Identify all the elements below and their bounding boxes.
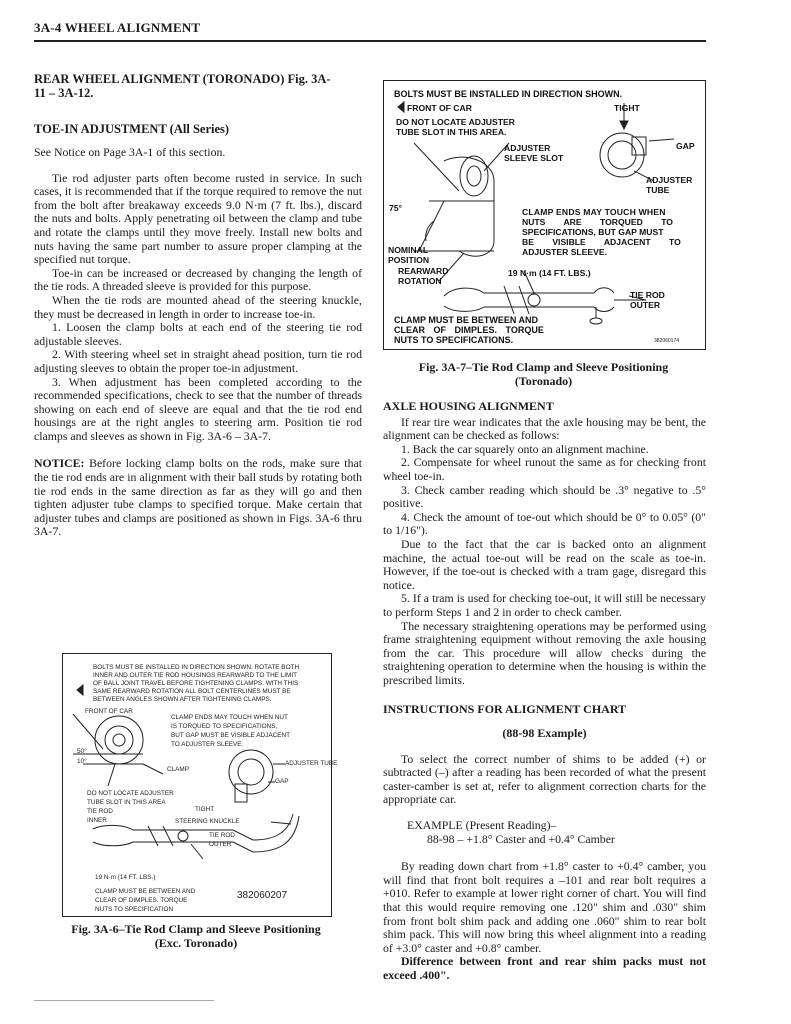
fig2-clamp-note-4: TO ADJUSTER SLEEVE. — [171, 741, 244, 748]
fig2-front-of-car: FRONT OF CAR — [85, 708, 133, 715]
fig2-note-3: OF BALL JOINT TRAVEL BEFORE TIGHTENING CLAMPS. WITH THIS — [93, 680, 299, 687]
fig1-clamp-note-1: CLAMP ENDS MAY TOUCH WHEN — [522, 207, 666, 217]
fig2-do-not-locate-2: TUBE SLOT IN THIS AREA — [87, 799, 166, 806]
fig2-tie-rod-outer-1: TIE ROD — [209, 832, 235, 839]
fig1-caption-line-1: Fig. 3A-7–Tie Rod Clamp and Sleeve Positioning — [418, 360, 669, 374]
chart-para-3: Difference between front and rear shim packs must not exceed .400". — [383, 954, 706, 982]
fig2-steering-knuckle: STEERING KNUCKLE — [175, 818, 240, 825]
step-1: 1. Loosen the clamp bolts at each end of the steering tie rod adjustable sleeves. — [34, 320, 362, 348]
fig1-front-of-car: FRONT OF CAR — [407, 103, 472, 113]
axle-step-1: 1. Back the car squarely onto an alignment machine. — [401, 441, 649, 456]
fig1-clamp-between-3: NUTS TO SPECIFICATIONS. — [394, 335, 514, 345]
figure-3a-7-caption — [383, 360, 704, 388]
fig2-angle-10: 10° — [77, 758, 87, 765]
chart-para-1: To select the correct number of shims to be added (+) or subtracted (–) after a reading has been recorded of what the present caster-camber is set at, refer to alignment correction charts for the appropriate car. — [383, 751, 706, 807]
step-2: 2. With steering wheel set in straight ahead position, turn tie rod adjusting sleeves to obtain the proper toe-in adjustment. — [34, 347, 362, 375]
fig2-adjuster-tube: ADJUSTER TUBE — [285, 760, 338, 767]
fig1-clamp-between-1: CLAMP MUST BE BETWEEN AND — [394, 315, 538, 325]
fig1-do-not-locate-1: DO NOT LOCATE ADJUSTER — [396, 117, 515, 127]
fig1-angle: 75° — [389, 203, 402, 213]
fig2-note-2: INNER AND OUTER TIE ROD HOUSINGS REARWARD TO THE LIMIT — [93, 672, 298, 679]
fig2-gap: GAP — [275, 778, 289, 785]
alignment-chart-subheading: (88-98 Example) — [502, 726, 587, 741]
fig1-caption-line-2: (Toronado) — [514, 374, 573, 388]
rear-wheel-heading: REAR WHEEL ALIGNMENT (TORONADO) Fig. 3A-11 – 3A-12. — [34, 72, 331, 100]
fig1-nominal-2: POSITION — [388, 255, 430, 265]
axle-step-3: 3. Check camber reading which should be .3° negative to .5° positive. — [383, 482, 706, 511]
header-rule — [34, 40, 706, 42]
fig1-adjuster-sleeve-slot-1: ADJUSTER — [504, 143, 551, 153]
alignment-chart-heading: INSTRUCTIONS FOR ALIGNMENT CHART — [383, 702, 627, 717]
axle-para-1: If rear tire wear indicates that the axle housing may be bent, the alignment can be checked as follows: — [383, 414, 706, 443]
notice-paragraph — [34, 457, 362, 539]
notice-reference: See Notice on Page 3A-1 of this section. — [34, 145, 226, 159]
fig2-clamp-note-2: IS TORQUED TO SPECIFICATIONS, — [171, 723, 278, 730]
fig2-tight: TIGHT — [195, 806, 215, 813]
fig2-clamp-between-1: CLAMP MUST BE BETWEEN AND — [95, 888, 196, 895]
fig2-part-number: 382060207 — [237, 890, 288, 901]
fig2-do-not-locate-1: DO NOT LOCATE ADJUSTER — [87, 790, 174, 797]
example-line-1: EXAMPLE (Present Reading)– — [407, 818, 557, 833]
axle-step-5: 5. If a tram is used for checking toe-out, it will still be necessary to perform Steps 1 and 2 in order to check camber. — [383, 591, 706, 619]
fig1-torque: 19 N·m (14 FT. LBS.) — [508, 268, 591, 278]
fig1-title: BOLTS MUST BE INSTALLED IN DIRECTION SHOWN. — [394, 89, 623, 99]
fig2-torque: 19 N·m (14 FT. LBS.) — [95, 874, 156, 881]
figure-3a-6 — [62, 653, 338, 917]
fig2-tie-rod-outer-2: OUTER — [209, 841, 232, 848]
fig2-tie-rod-inner-2: INNER — [87, 817, 107, 824]
fig1-rearward-1: REARWARD — [398, 266, 449, 276]
chart-para-2: By reading down chart from +1.8° caster to +0.4° camber, you will find that front bolt requires a –101 and rear bolt requires a +010. Refer to example at lower right corner of chart. You will find that this would require removing one .120" shim and .030" shim from front bolt shim pack and adding one .060" shim to rear bolt shim pack. This will now bring this wheel alignment into a reading of +3.0° caster and +0.8° camber. — [383, 859, 706, 955]
fig1-clamp-note-5: ADJUSTER SLEEVE. — [522, 247, 608, 257]
footer-rule — [34, 1000, 214, 1001]
paragraph-rusted-parts: Tie rod adjuster parts often become rusted in service. In such cases, it is recommended that if the torque required to remove the nut from the bolt after breakaway exceeds 9.0 N·m (7 ft. lbs.), discard the nuts and bolts. Apply penetrating oil between the clamp and tube and rotate the clamps until they move freely. Install new bolts and nuts having the same part number to assure proper clamping at the specified nut torque. — [34, 170, 362, 267]
left-column — [34, 72, 362, 539]
paragraph-tie-rods-mounted: When the tie rods are mounted ahead of the steering knuckle, they must be decreased in length in order to increase toe-in. — [34, 292, 362, 321]
right-column — [383, 400, 706, 983]
figure-3a-7 — [383, 80, 706, 350]
example-line-2: 88-98 – +1.8° Caster and +0.4° Camber — [427, 831, 615, 846]
fig1-tie-rod-outer-1: TIE ROD — [630, 290, 665, 300]
axle-step-4: 4. Check the amount of toe-out which should be 0° to 0.05° (0" to 1/16"). — [383, 509, 706, 538]
axle-para-3: The necessary straightening operations may be performed using frame straightening equipment without removing the axle housing from the car. This procedure will allow checks during the straightening operation to determine when the housing is within the prescribed limits. — [383, 618, 706, 687]
axle-step-2: 2. Compensate for wheel runout the same as for checking front wheel toe-in. — [383, 455, 706, 483]
fig1-do-not-locate-2: TUBE SLOT IN THIS AREA. — [396, 127, 507, 137]
fig1-adjuster-tube-1: ADJUSTER — [646, 175, 693, 185]
fig2-clamp: CLAMP — [167, 766, 190, 773]
fig1-nominal-1: NOMINAL — [388, 245, 429, 255]
fig1-part-number: 382060174 — [654, 338, 680, 344]
fig2-caption-line-2: (Exc. Toronado) — [154, 936, 238, 950]
figure-3a-6-caption — [48, 922, 344, 950]
fig1-clamp-between-2: CLEAR OF DIMPLES. TORQUE — [394, 325, 544, 335]
notice-text: Before locking clamp bolts on the rods, make sure that the tie rod ends are in alignment with their ball studs by rotating both tie rod ends in the same direction as far as they will go and then tighten adjuster tube clamps to specified torque. Make certain that adjuster tubes and clamps are positioned as shown in Figs. 3A-6 thru 3A-7. — [34, 456, 362, 539]
fig1-rearward-2: ROTATION — [398, 276, 442, 286]
toe-in-heading: TOE-IN ADJUSTMENT (All Series) — [34, 122, 230, 136]
fig2-angle-50: 50° — [77, 748, 87, 755]
paragraph-toe-in-length: Toe-in can be increased or decreased by changing the length of the tie rods. A threaded sleeve is provided for this purpose. — [34, 265, 362, 294]
fig1-clamp-note-2: NUTS ARE TORQUED TO — [522, 217, 673, 227]
axle-housing-heading: AXLE HOUSING ALIGNMENT — [383, 399, 554, 413]
axle-para-2: Due to the fact that the car is backed onto an alignment machine, the actual toe-out will be read on the scale as toe-in. However, if the toe-out is checked with a tram gage, disregard this notice. — [383, 536, 706, 592]
fig2-caption-line-1: Fig. 3A-6–Tie Rod Clamp and Sleeve Positioning — [71, 922, 321, 936]
fig2-note-5: BETWEEN ANGLES SHOWN AFTER TIGHTENING CLAMPS. — [93, 696, 272, 703]
fig2-note-1: BOLTS MUST BE INSTALLED IN DIRECTION SHOWN. ROTATE BOTH — [93, 664, 300, 671]
fig1-clamp-note-3: SPECIFICATIONS, BUT GAP MUST — [522, 227, 664, 237]
fig1-adjuster-sleeve-slot-2: SLEEVE SLOT — [504, 153, 564, 163]
fig2-clamp-note-3: BUT GAP MUST BE VISIBLE ADJACENT — [171, 732, 290, 739]
fig2-tie-rod-inner-1: TIE ROD — [87, 808, 113, 815]
fig2-clamp-note-1: CLAMP ENDS MAY TOUCH WHEN NUT — [171, 714, 288, 721]
fig1-adjuster-tube-2: TUBE — [646, 185, 670, 195]
step-3: 3. When adjustment has been completed according to the recommended specifications, check to see that the number of threads showing on each end of sleeve are equal and that the tie rod end housings are at the right angles to steering arm. Position tie rod clamps and sleeves as shown in Fig. 3A-6 – 3A-7. — [34, 374, 362, 443]
fig2-clamp-between-3: NUTS TO SPECIFICATION — [95, 906, 174, 913]
notice-label: NOTICE: — [34, 456, 85, 471]
fig1-gap: GAP — [676, 141, 695, 151]
page-header: 3A-4 WHEEL ALIGNMENT — [34, 20, 201, 35]
fig1-clamp-note-4: BE VISIBLE ADJACENT TO — [522, 237, 681, 247]
fig2-note-4: SAME REARWARD ROTATION ALL BOLT CENTERLINES MUST BE — [93, 688, 291, 695]
fig1-tie-rod-outer-2: OUTER — [630, 300, 661, 310]
fig2-clamp-between-2: CLEAR OF DIMPLES. TORQUE — [95, 897, 188, 904]
fig1-tight: TIGHT — [614, 103, 640, 113]
